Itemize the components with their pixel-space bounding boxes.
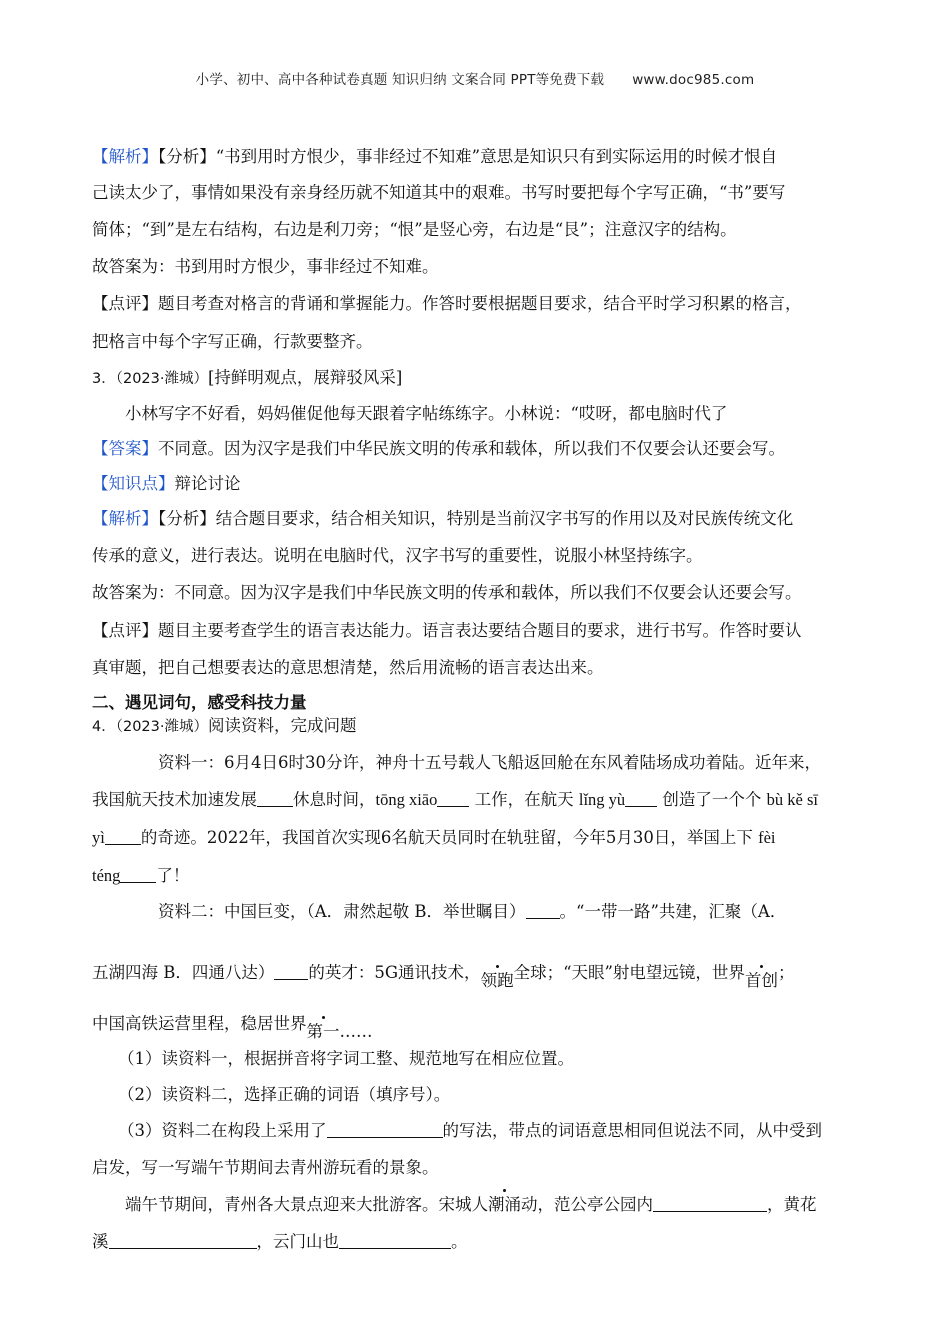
material1-line2: 我国航天技术加速发展 休息时间，tōng xiāo 工作，在航天 lǐng yù 创造了一个个 bù kě sī — [92, 790, 819, 809]
q4-number: 4． — [92, 719, 116, 735]
q2-dianping-line1: 【点评】题目考查对格言的背诵和掌握能力。作答时要根据题目要求，结合平时学习积累的格言， — [92, 294, 802, 313]
blank[interactable] — [274, 963, 308, 980]
pinyin: tōng xiāo — [375, 790, 438, 809]
q2-jiexi-line1: 【解析】【分析】“书到用时方恨少，事非经过不知难”意思是知识只有到实际运用的时候才恨自 — [92, 147, 778, 166]
subquestion-3-line2: 启发，写一写端午节期间去青州游玩看的景象。 — [92, 1158, 439, 1177]
dotted-word: 人潮涌动 — [471, 1195, 538, 1214]
blank[interactable] — [339, 1232, 451, 1249]
blank[interactable] — [105, 828, 141, 845]
material1-line3: yì 的奇迹。2022年，我国首次实现6名航天员同时在轨驻留，今年5月30日，举国上下 fèi — [92, 828, 776, 847]
q4-title: 阅读资料，完成问题 — [208, 716, 357, 735]
q3-answer: 【答案】不同意。因为汉字是我们中华民族文明的传承和载体，所以我们不仅要会认还要会写。 — [92, 439, 785, 458]
q3-jiexi-line2: 传承的意义，进行表达。说明在电脑时代，汉字书写的重要性，说服小林坚持练字。 — [92, 546, 703, 565]
q3-number: 3． — [92, 371, 116, 387]
jiexi-tag: 【解析】 — [92, 509, 158, 528]
jiexi-tag: 【解析】 — [92, 147, 158, 166]
subquestion-2: （2）读资料二，选择正确的词语（填序号）。 — [118, 1085, 451, 1104]
page-header — [0, 68, 950, 88]
blank[interactable] — [120, 866, 156, 883]
dotted-word: 第一 — [306, 1022, 340, 1041]
q3-prompt: 小林写字不好看，妈妈催促他每天跟着字帖练练字。小林说：“哎呀，都电脑时代了 — [125, 404, 728, 423]
q3-heading — [92, 368, 402, 389]
q3-title: [持鲜明观点，展辩驳风采] — [208, 368, 403, 387]
q3-source: （2023·潍城） — [115, 371, 208, 387]
dotted-word: 领跑 — [480, 971, 514, 990]
blank[interactable] — [109, 1232, 257, 1249]
material1-line4: téng 了！ — [92, 866, 190, 885]
q3-knowledge-point: 【知识点】辩论讨论 — [92, 474, 241, 493]
writing-line1: 端午节期间，青州各大景点迎来大批游客。宋城人潮涌动，范公亭公园内 ，黄花 — [125, 1195, 817, 1214]
pinyin: téng — [92, 866, 121, 885]
pinyin: fèi — [758, 828, 776, 847]
material2-line3: 中国高铁运营里程，稳居世界第一…… — [92, 1014, 373, 1041]
material2-line2: 五湖四海 B．四通八达） 的英才：5G通讯技术，领跑全球；“天眼”射电望远镜，世界首创； — [92, 963, 795, 990]
subquestion-3-line1: （3）资料二在构段上采用了 的写法，带点的词语意思相同但说法不同，从中受到 — [118, 1121, 822, 1140]
q3-dianping-line2: 真审题，把自己想要表达的意思想清楚，然后用流畅的语言表达出来。 — [92, 658, 604, 677]
pinyin: yì — [92, 828, 105, 847]
q2-dianping-line2: 把格言中每个字写正确，行款要整齐。 — [92, 332, 373, 351]
dotted-word: 首创 — [744, 971, 778, 990]
kp-tag: 【知识点】 — [92, 474, 175, 493]
q3-jiexi-line1: 【解析】【分析】结合题目要求，结合相关知识，特别是当前汉字书写的作用以及对民族传统文化 — [92, 509, 794, 528]
q3-jiexi-line3: 故答案为：不同意。因为汉字是我们中华民族文明的传承和载体，所以我们不仅要会认还要会写。 — [92, 583, 802, 602]
q2-jiexi-line2: 己读太少了，事情如果没有亲身经历就不知道其中的艰难。书写时要把每个字写正确，“书”要写 — [92, 183, 786, 202]
q2-jiexi-line3: 简体；“到”是左右结构，右边是利刀旁；“恨”是竖心旁，右边是“艮”；注意汉字的结构。 — [92, 220, 737, 239]
header-site: www.doc985.com — [632, 72, 755, 88]
writing-line2: 溪 ，云门山也 。 — [92, 1232, 468, 1251]
blank[interactable] — [327, 1121, 443, 1138]
q4-source: （2023·潍城） — [115, 719, 208, 735]
q3-dianping-line1: 【点评】题目主要考查学生的语言表达能力。语言表达要结合题目的要求，进行书写。作答时要认 — [92, 621, 802, 640]
material2-line1: 资料二：中国巨变，（A．肃然起敬 B．举世瞩目） 。“一带一路”共建，汇聚（A． — [158, 902, 787, 921]
subquestion-1: （1）读资料一，根据拼音将字词工整、规范地写在相应位置。 — [118, 1049, 574, 1068]
section-title: 二、遇见词句，感受科技力量 — [92, 693, 307, 712]
blank[interactable] — [526, 902, 560, 919]
blank[interactable] — [257, 790, 293, 807]
material1-line1: 资料一：6月4日6时30分许，神舟十五号载人飞船返回舱在东风着陆场成功着陆。近年来， — [158, 753, 821, 772]
blank[interactable] — [653, 1195, 767, 1212]
blank[interactable] — [625, 790, 657, 807]
pinyin: bù kě sī — [766, 790, 819, 809]
pinyin: lǐng yù — [578, 790, 626, 809]
q4-heading — [92, 716, 357, 737]
header-text: 小学、初中、高中各种试卷真题 知识归纳 文案合同 PPT等免费下载 — [195, 72, 605, 88]
answer-tag: 【答案】 — [92, 439, 158, 458]
blank[interactable] — [437, 790, 469, 807]
q2-jiexi-line4: 故答案为：书到用时方恨少，事非经过不知难。 — [92, 257, 439, 276]
